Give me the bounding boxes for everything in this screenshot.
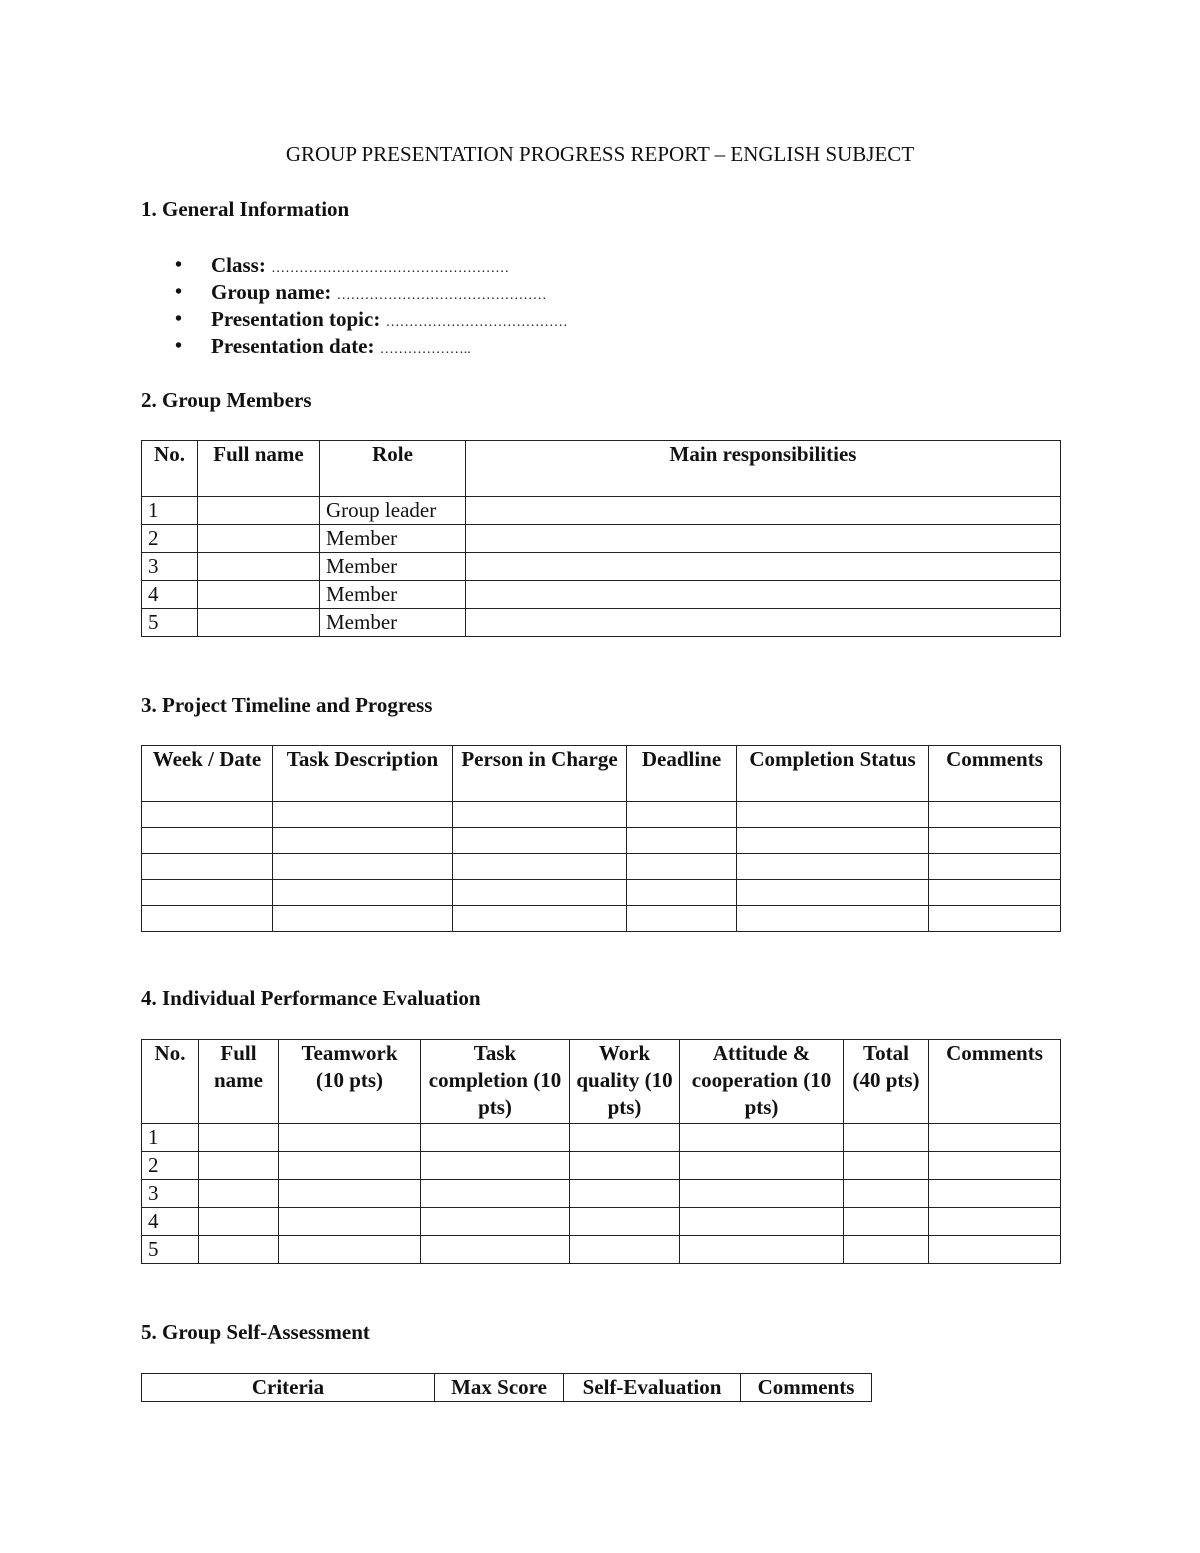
col-header-main-responsibilities: Main responsibilities [466, 441, 1061, 497]
table-row [142, 828, 1061, 854]
cell[interactable] [273, 828, 453, 854]
cell-no: 3 [142, 1180, 199, 1208]
cell[interactable] [142, 880, 273, 906]
cell-responsibilities[interactable] [466, 525, 1061, 553]
field-class[interactable] [141, 252, 568, 279]
cell[interactable] [199, 1124, 279, 1152]
col-header-criteria: Criteria [142, 1374, 435, 1402]
cell[interactable] [273, 802, 453, 828]
individual-evaluation-table [141, 1039, 1061, 1264]
cell-no: 1 [142, 497, 198, 525]
cell[interactable] [929, 1236, 1061, 1264]
cell[interactable] [627, 854, 737, 880]
field-label: Presentation topic: [211, 307, 381, 331]
table-row [142, 497, 1061, 525]
section-heading-individual-evaluation: 4. Individual Performance Evaluation [141, 986, 481, 1010]
section-heading-group-members: 2. Group Members [141, 388, 312, 412]
field-presentation-topic[interactable] [141, 306, 568, 333]
cell[interactable] [570, 1208, 680, 1236]
cell[interactable] [844, 1152, 929, 1180]
cell-responsibilities[interactable] [466, 581, 1061, 609]
cell-no: 3 [142, 553, 198, 581]
self-assessment-table [141, 1373, 872, 1402]
cell[interactable] [844, 1236, 929, 1264]
field-blank: ………………………………… [385, 315, 568, 330]
cell[interactable] [929, 1124, 1061, 1152]
cell[interactable] [929, 854, 1061, 880]
col-header-no: No. [142, 1040, 199, 1124]
cell[interactable] [453, 854, 627, 880]
cell[interactable] [279, 1152, 421, 1180]
cell[interactable] [199, 1208, 279, 1236]
cell-responsibilities[interactable] [466, 497, 1061, 525]
col-header-full-name: Full name [198, 441, 320, 497]
cell-full-name[interactable] [198, 609, 320, 637]
col-header-total: Total (40 pts) [844, 1040, 929, 1124]
group-members-table [141, 440, 1061, 637]
table-row [142, 525, 1061, 553]
general-info-list [141, 252, 568, 360]
cell[interactable] [421, 1208, 570, 1236]
cell[interactable] [570, 1236, 680, 1264]
cell[interactable] [453, 880, 627, 906]
cell-role: Group leader [320, 497, 466, 525]
cell[interactable] [929, 1180, 1061, 1208]
document-title: GROUP PRESENTATION PROGRESS REPORT – ENGLISH SUBJECT [285, 142, 915, 166]
cell-no: 5 [142, 1236, 199, 1264]
cell-no: 2 [142, 1152, 199, 1180]
cell-full-name[interactable] [198, 497, 320, 525]
cell[interactable] [627, 802, 737, 828]
table-row [142, 880, 1061, 906]
cell[interactable] [279, 1124, 421, 1152]
cell[interactable] [199, 1152, 279, 1180]
cell-responsibilities[interactable] [466, 553, 1061, 581]
col-header-task-completion: Task completion (10 pts) [421, 1040, 570, 1124]
cell-role: Member [320, 553, 466, 581]
table-row [142, 553, 1061, 581]
cell[interactable] [680, 1208, 844, 1236]
col-header-self-evaluation: Self-Evaluation [564, 1374, 741, 1402]
cell[interactable] [453, 828, 627, 854]
col-header-person-in-charge: Person in Charge [453, 746, 627, 802]
col-header-work-quality: Work quality (10 pts) [570, 1040, 680, 1124]
col-header-attitude-cooperation: Attitude & cooperation (10 pts) [680, 1040, 844, 1124]
table-row [142, 1152, 1061, 1180]
cell[interactable] [199, 1180, 279, 1208]
cell[interactable] [421, 1124, 570, 1152]
field-blank: …………………………………………… [271, 261, 510, 276]
field-label: Presentation date: [211, 334, 375, 358]
table-row [142, 854, 1061, 880]
cell-full-name[interactable] [198, 553, 320, 581]
cell[interactable] [279, 1236, 421, 1264]
cell[interactable] [142, 828, 273, 854]
cell[interactable] [570, 1124, 680, 1152]
cell[interactable] [627, 828, 737, 854]
cell[interactable] [453, 906, 627, 932]
cell[interactable] [929, 906, 1061, 932]
cell-no: 4 [142, 581, 198, 609]
cell-role: Member [320, 525, 466, 553]
table-row [142, 1236, 1061, 1264]
col-header-teamwork: Teamwork (10 pts) [279, 1040, 421, 1124]
cell[interactable] [929, 828, 1061, 854]
table-row [142, 1124, 1061, 1152]
field-blank: ……………………………………… [336, 288, 547, 303]
section-heading-timeline: 3. Project Timeline and Progress [141, 693, 433, 717]
cell[interactable] [627, 906, 737, 932]
cell[interactable] [737, 906, 929, 932]
section-heading-self-assessment: 5. Group Self-Assessment [141, 1320, 370, 1344]
field-label: Group name: [211, 280, 332, 304]
cell[interactable] [929, 1208, 1061, 1236]
cell-full-name[interactable] [198, 525, 320, 553]
cell[interactable] [421, 1180, 570, 1208]
cell-role: Member [320, 609, 466, 637]
col-header-comments: Comments [741, 1374, 872, 1402]
cell[interactable] [680, 1124, 844, 1152]
col-header-full-name: Full name [199, 1040, 279, 1124]
cell[interactable] [273, 906, 453, 932]
cell[interactable] [570, 1152, 680, 1180]
col-header-role: Role [320, 441, 466, 497]
cell[interactable] [142, 906, 273, 932]
cell[interactable] [279, 1180, 421, 1208]
cell-no: 5 [142, 609, 198, 637]
cell[interactable] [627, 880, 737, 906]
cell[interactable] [929, 1152, 1061, 1180]
cell[interactable] [273, 854, 453, 880]
col-header-week-date: Week / Date [142, 746, 273, 802]
cell-no: 4 [142, 1208, 199, 1236]
table-row [142, 906, 1061, 932]
cell[interactable] [680, 1180, 844, 1208]
table-row [142, 581, 1061, 609]
cell[interactable] [142, 802, 273, 828]
table-row [142, 1180, 1061, 1208]
cell[interactable] [273, 880, 453, 906]
cell[interactable] [279, 1208, 421, 1236]
field-presentation-date[interactable] [141, 333, 568, 360]
cell[interactable] [844, 1208, 929, 1236]
cell[interactable] [570, 1180, 680, 1208]
cell[interactable] [680, 1236, 844, 1264]
col-header-deadline: Deadline [627, 746, 737, 802]
cell-responsibilities[interactable] [466, 609, 1061, 637]
cell[interactable] [453, 802, 627, 828]
cell[interactable] [844, 1180, 929, 1208]
timeline-table [141, 745, 1061, 932]
col-header-task-description: Task Description [273, 746, 453, 802]
field-label: Class: [211, 253, 266, 277]
cell[interactable] [929, 880, 1061, 906]
cell-no: 2 [142, 525, 198, 553]
field-group-name[interactable] [141, 279, 568, 306]
cell[interactable] [199, 1236, 279, 1264]
cell[interactable] [929, 802, 1061, 828]
table-row [142, 802, 1061, 828]
section-heading-general-info: 1. General Information [141, 197, 350, 221]
cell-role: Member [320, 581, 466, 609]
cell[interactable] [421, 1152, 570, 1180]
cell[interactable] [680, 1152, 844, 1180]
cell[interactable] [421, 1236, 570, 1264]
cell[interactable] [737, 880, 929, 906]
cell-full-name[interactable] [198, 581, 320, 609]
table-row [142, 609, 1061, 637]
cell[interactable] [737, 828, 929, 854]
col-header-no: No. [142, 441, 198, 497]
cell[interactable] [844, 1124, 929, 1152]
field-blank: ……………….. [379, 342, 471, 357]
col-header-comments: Comments [929, 746, 1061, 802]
cell[interactable] [737, 802, 929, 828]
cell-no: 1 [142, 1124, 199, 1152]
table-row [142, 1208, 1061, 1236]
col-header-max-score: Max Score [435, 1374, 564, 1402]
cell[interactable] [142, 854, 273, 880]
col-header-completion-status: Completion Status [737, 746, 929, 802]
cell[interactable] [737, 854, 929, 880]
col-header-comments: Comments [929, 1040, 1061, 1124]
